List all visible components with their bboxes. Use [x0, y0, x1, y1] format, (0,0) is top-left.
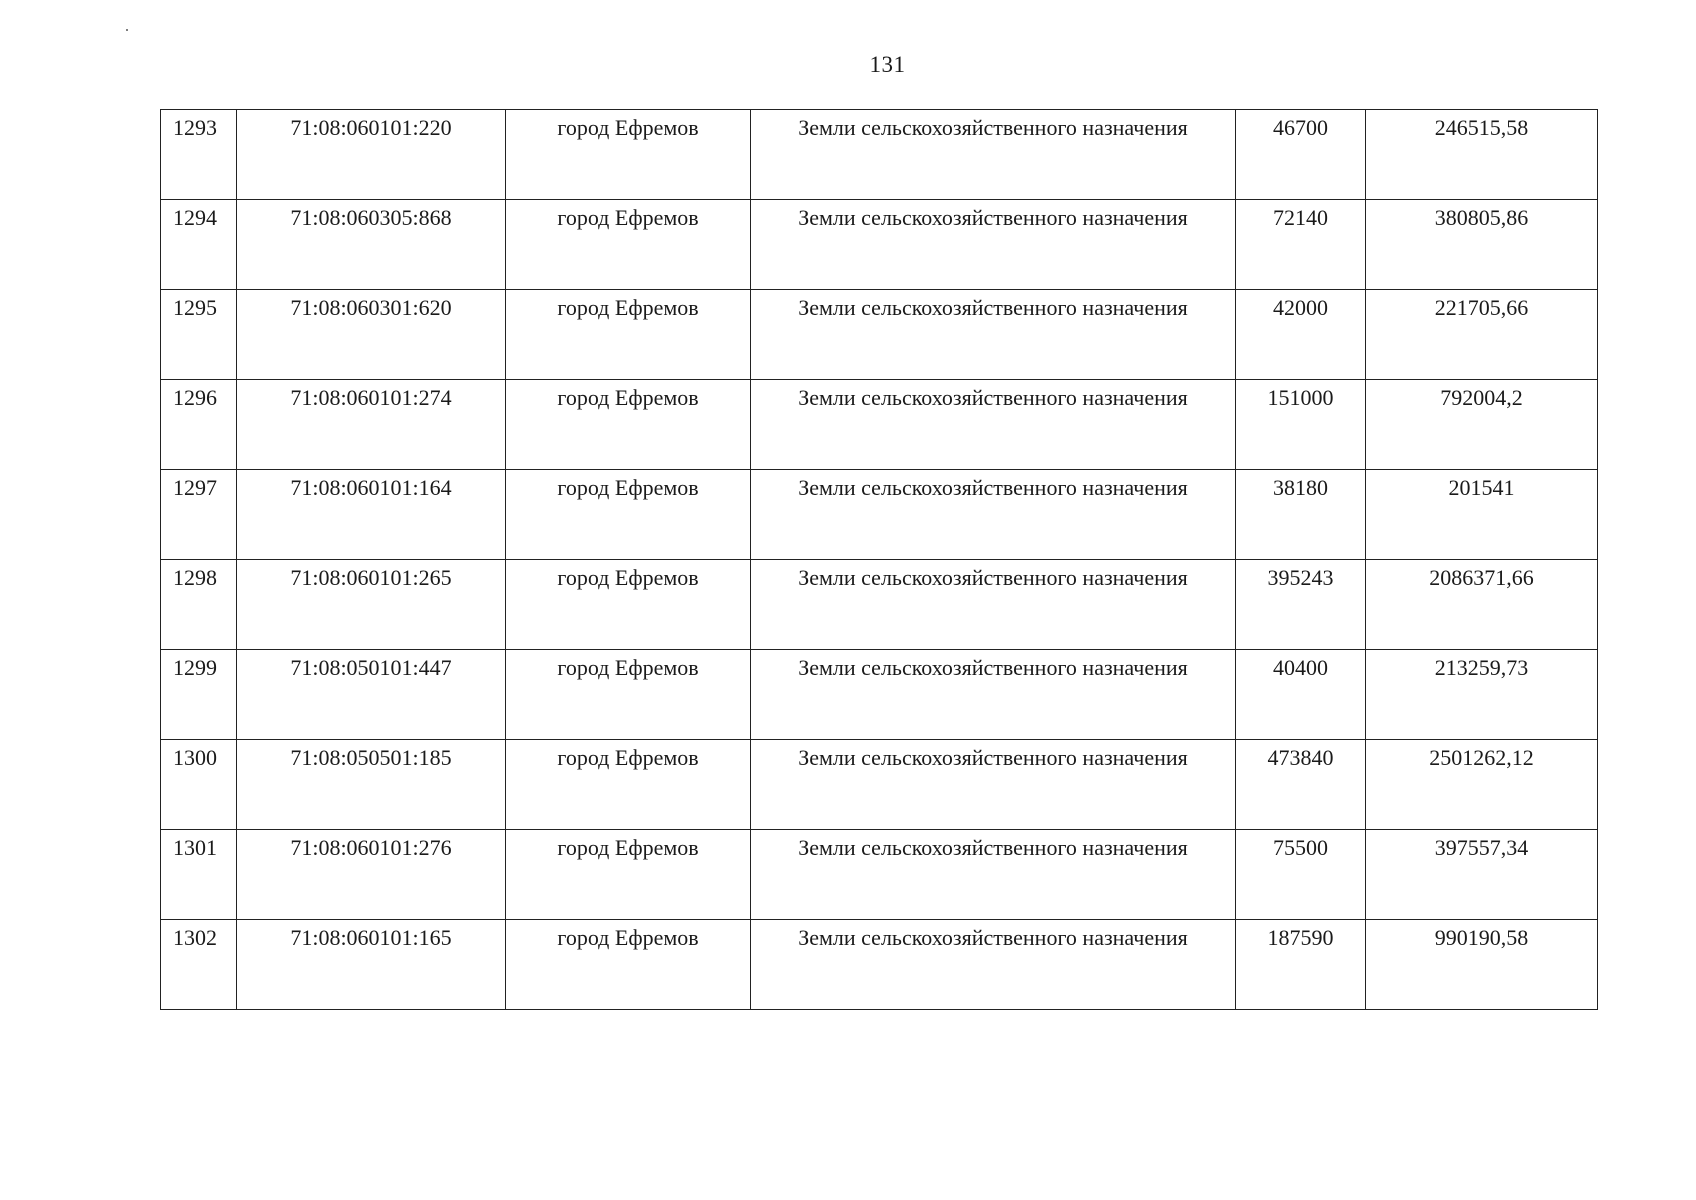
cadastral-number-cell — [237, 110, 506, 200]
land-category: Земли сельскохозяйственного назначения — [798, 655, 1188, 680]
cadastral-number-cell — [237, 830, 506, 920]
area: 75500 — [1273, 835, 1328, 860]
table-row — [161, 110, 1598, 200]
row-number-cell — [161, 830, 237, 920]
cadastral-number-cell — [237, 920, 506, 1010]
cadastral-value: 792004,2 — [1440, 385, 1523, 410]
location-cell — [506, 650, 751, 740]
land-category-cell — [751, 740, 1236, 830]
land-category-cell — [751, 200, 1236, 290]
location-cell — [506, 380, 751, 470]
area: 473840 — [1267, 745, 1334, 770]
row-number-cell — [161, 920, 237, 1010]
area-cell — [1236, 920, 1366, 1010]
row-number-cell — [161, 560, 237, 650]
table-row — [161, 560, 1598, 650]
area-cell — [1236, 740, 1366, 830]
location: город Ефремов — [557, 115, 699, 140]
land-plots-table — [160, 109, 1598, 1010]
cadastral-number: 71:08:060101:265 — [290, 565, 452, 590]
cadastral-number: 71:08:060101:165 — [290, 925, 452, 950]
land-category: Земли сельскохозяйственного назначения — [798, 565, 1188, 590]
location: город Ефремов — [557, 385, 699, 410]
area: 40400 — [1273, 655, 1328, 680]
cadastral-value-cell — [1366, 200, 1598, 290]
cadastral-value-cell — [1366, 560, 1598, 650]
row-number: 1299 — [173, 655, 217, 680]
cadastral-value: 246515,58 — [1434, 115, 1529, 140]
cadastral-number: 71:08:060301:620 — [290, 295, 452, 320]
location: город Ефремов — [557, 835, 699, 860]
location: город Ефремов — [557, 205, 699, 230]
cadastral-value: 990190,58 — [1434, 925, 1529, 950]
cadastral-value-cell — [1366, 110, 1598, 200]
area-cell — [1236, 830, 1366, 920]
location-cell — [506, 290, 751, 380]
area: 395243 — [1267, 565, 1334, 590]
location: город Ефремов — [557, 745, 699, 770]
land-category-cell — [751, 830, 1236, 920]
row-number: 1296 — [173, 385, 217, 410]
cadastral-number-cell — [237, 200, 506, 290]
cadastral-number: 71:08:060101:276 — [290, 835, 452, 860]
row-number-cell — [161, 110, 237, 200]
location: город Ефремов — [557, 295, 699, 320]
land-category-cell — [751, 920, 1236, 1010]
cadastral-number: 71:08:050501:185 — [290, 745, 452, 770]
location-cell — [506, 200, 751, 290]
area: 151000 — [1267, 385, 1334, 410]
location-cell — [506, 830, 751, 920]
row-number-cell — [161, 290, 237, 380]
row-number-cell — [161, 470, 237, 560]
page-number: 131 — [869, 52, 906, 77]
cadastral-number: 71:08:060305:868 — [290, 205, 452, 230]
cadastral-number-cell — [237, 380, 506, 470]
cadastral-value-cell — [1366, 290, 1598, 380]
cadastral-value-cell — [1366, 470, 1598, 560]
row-number: 1293 — [173, 115, 217, 140]
row-number: 1302 — [173, 925, 217, 950]
cadastral-value: 201541 — [1448, 475, 1515, 500]
table-row — [161, 650, 1598, 740]
location-cell — [506, 470, 751, 560]
cadastral-value-cell — [1366, 920, 1598, 1010]
cadastral-number-cell — [237, 470, 506, 560]
row-number-cell — [161, 200, 237, 290]
location-cell — [506, 110, 751, 200]
area: 187590 — [1267, 925, 1334, 950]
cadastral-value: 2501262,12 — [1429, 745, 1534, 770]
land-category: Земли сельскохозяйственного назначения — [798, 385, 1188, 410]
area-cell — [1236, 380, 1366, 470]
cadastral-number-cell — [237, 560, 506, 650]
cadastral-number: 71:08:060101:220 — [290, 115, 452, 140]
cadastral-value-cell — [1366, 380, 1598, 470]
land-category-cell — [751, 290, 1236, 380]
location: город Ефремов — [557, 565, 699, 590]
land-category-cell — [751, 110, 1236, 200]
land-category-cell — [751, 470, 1236, 560]
cadastral-number-cell — [237, 290, 506, 380]
row-number-cell — [161, 740, 237, 830]
cadastral-number: 71:08:050101:447 — [290, 655, 452, 680]
cadastral-value-cell — [1366, 740, 1598, 830]
table-row — [161, 380, 1598, 470]
land-category: Земли сельскохозяйственного назначения — [798, 295, 1188, 320]
table-row — [161, 290, 1598, 380]
land-category: Земли сельскохозяйственного назначения — [798, 745, 1188, 770]
land-category: Земли сельскохозяйственного назначения — [798, 205, 1188, 230]
cadastral-value: 397557,34 — [1434, 835, 1529, 860]
cadastral-value: 380805,86 — [1434, 205, 1529, 230]
row-number: 1300 — [173, 745, 217, 770]
area-cell — [1236, 110, 1366, 200]
row-number-cell — [161, 650, 237, 740]
cadastral-value-cell — [1366, 830, 1598, 920]
land-category-cell — [751, 380, 1236, 470]
area: 46700 — [1273, 115, 1328, 140]
area: 72140 — [1273, 205, 1328, 230]
row-number: 1301 — [173, 835, 217, 860]
area-cell — [1236, 650, 1366, 740]
table-row — [161, 740, 1598, 830]
land-category: Земли сельскохозяйственного назначения — [798, 835, 1188, 860]
cadastral-value: 221705,66 — [1434, 295, 1529, 320]
table-row — [161, 830, 1598, 920]
cadastral-number: 71:08:060101:274 — [290, 385, 452, 410]
scan-speck — [126, 29, 128, 31]
row-number: 1295 — [173, 295, 217, 320]
area-cell — [1236, 470, 1366, 560]
table-row — [161, 200, 1598, 290]
row-number: 1298 — [173, 565, 217, 590]
land-category: Земли сельскохозяйственного назначения — [798, 475, 1188, 500]
land-category: Земли сельскохозяйственного назначения — [798, 925, 1188, 950]
cadastral-number: 71:08:060101:164 — [290, 475, 452, 500]
row-number: 1294 — [173, 205, 217, 230]
area-cell — [1236, 200, 1366, 290]
area: 42000 — [1273, 295, 1328, 320]
row-number-cell — [161, 380, 237, 470]
cadastral-value-cell — [1366, 650, 1598, 740]
location-cell — [506, 560, 751, 650]
area: 38180 — [1273, 475, 1328, 500]
table-row — [161, 920, 1598, 1010]
cadastral-number-cell — [237, 650, 506, 740]
land-category: Земли сельскохозяйственного назначения — [798, 115, 1188, 140]
land-category-cell — [751, 650, 1236, 740]
row-number: 1297 — [173, 475, 217, 500]
cadastral-value: 213259,73 — [1434, 655, 1529, 680]
location: город Ефремов — [557, 655, 699, 680]
location-cell — [506, 920, 751, 1010]
location: город Ефремов — [557, 475, 699, 500]
location: город Ефремов — [557, 925, 699, 950]
table-row — [161, 470, 1598, 560]
area-cell — [1236, 290, 1366, 380]
location-cell — [506, 740, 751, 830]
cadastral-number-cell — [237, 740, 506, 830]
area-cell — [1236, 560, 1366, 650]
cadastral-value: 2086371,66 — [1429, 565, 1534, 590]
land-category-cell — [751, 560, 1236, 650]
